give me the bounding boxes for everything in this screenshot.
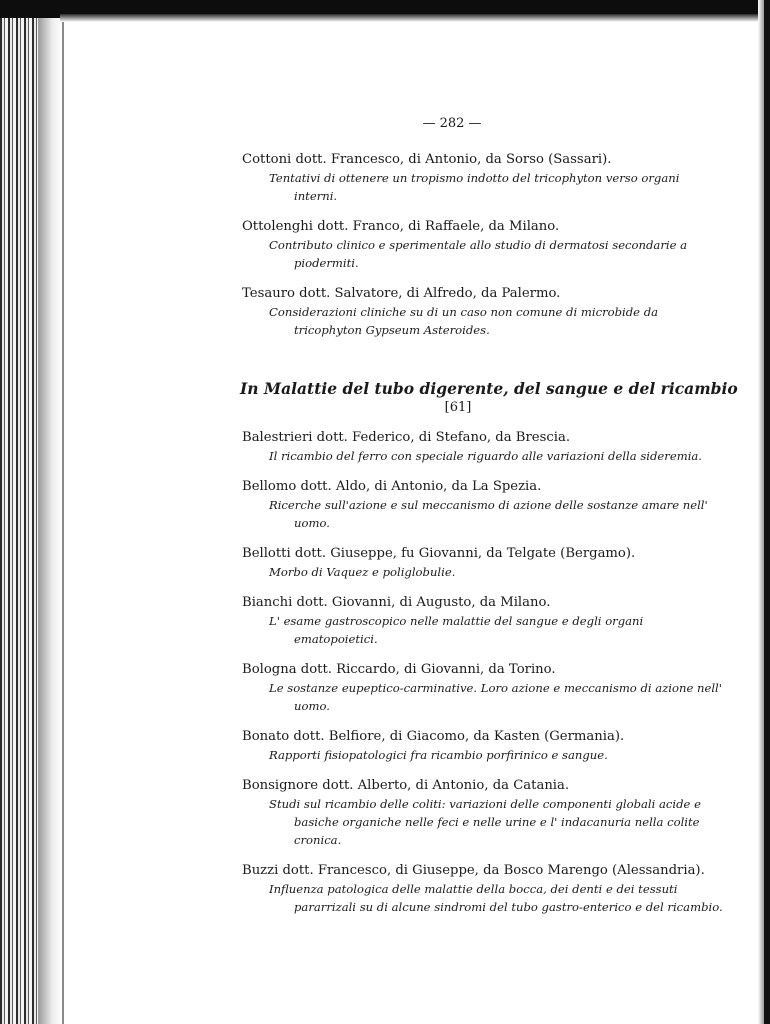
entry-title: Morbo di Vaquez e poliglobulie. [269, 565, 456, 579]
entry-author: Balestrieri dott. Federico, di Stefano, da Brescia. [242, 430, 571, 445]
entry-title: Le sostanze eupeptico-carminative. Loro azione e meccanismo di azione nell' uomo. [269, 681, 722, 713]
entry-title: Il ricambio del ferro con speciale riguardo alle variazioni della sideremia. [269, 449, 702, 463]
list-item [242, 545, 674, 581]
list-item [242, 285, 674, 339]
list-item [242, 661, 722, 715]
entry-author: Bonato dott. Belfiore, di Giacomo, da Kasten (Germania). [242, 729, 625, 744]
scan-right-border [764, 0, 770, 1024]
section-code: [61] [444, 400, 472, 415]
entry-author: Bianchi dott. Giovanni, di Augusto, da Milano. [242, 595, 551, 610]
entry-title: Ricerche sull'azione e sul meccanismo di azione delle sostanze amare nell' uomo. [269, 498, 708, 530]
list-item [242, 151, 680, 205]
section-heading: In Malattie del tubo digerente, del sangue e del ricambio [240, 379, 738, 398]
list-item [242, 478, 708, 532]
list-item [242, 777, 701, 849]
entries-section [242, 429, 723, 916]
list-item [242, 218, 688, 272]
entry-author: Ottolenghi dott. Franco, di Raffaele, da Milano. [242, 219, 560, 234]
entry-author: Tesauro dott. Salvatore, di Alfredo, da Palermo. [242, 286, 561, 301]
book-binding [0, 0, 38, 1024]
scan-top-shadow [60, 14, 770, 22]
page-content [240, 116, 738, 929]
entry-author: Bologna dott. Riccardo, di Giovanni, da Torino. [242, 662, 556, 677]
page-fold-line [62, 10, 64, 1024]
entry-title: Influenza patologica delle malattie della bocca, dei denti e dei tessuti pararrizali su di alcune sindromi del tubo gastro-enterico e del ricambio. [269, 882, 723, 914]
list-item [242, 862, 723, 916]
entry-title: Contributo clinico e sperimentale allo studio di dermatosi secondarie a piodermiti. [269, 238, 688, 270]
entry-author: Buzzi dott. Francesco, di Giuseppe, da Bosco Marengo (Alessandria). [242, 863, 705, 878]
list-item [242, 728, 674, 764]
entry-author: Bellotti dott. Giuseppe, fu Giovanni, da Telgate (Bergamo). [242, 546, 636, 561]
entry-author: Bellomo dott. Aldo, di Antonio, da La Spezia. [242, 479, 542, 494]
entry-author: Cottoni dott. Francesco, di Antonio, da Sorso (Sassari). [242, 152, 612, 167]
entry-title: L' esame gastroscopico nelle malattie del sangue e degli organi ematopoietici. [269, 614, 644, 646]
entry-title: Considerazioni cliniche su di un caso non comune di microbide da tricophyton Gypseum Asteroides. [269, 305, 659, 337]
entry-title: Tentativi di ottenere un tropismo indotto del tricophyton verso organi interni. [269, 171, 680, 203]
entries-top [242, 151, 688, 339]
list-item [242, 429, 702, 465]
list-item [242, 594, 674, 648]
page-number: — 282 — [422, 116, 482, 131]
entry-title: Studi sul ricambio delle coliti: variazioni delle componenti globali acide e basiche organiche nelle feci e nelle urine e l' indacanuria nella colite cronica. [269, 797, 701, 847]
entry-title: Rapporti fisiopatologici fra ricambio porfirinico e sangue. [269, 748, 608, 762]
entry-author: Bonsignore dott. Alberto, di Antonio, da Catania. [242, 778, 570, 793]
binding-shadow [38, 0, 62, 1024]
